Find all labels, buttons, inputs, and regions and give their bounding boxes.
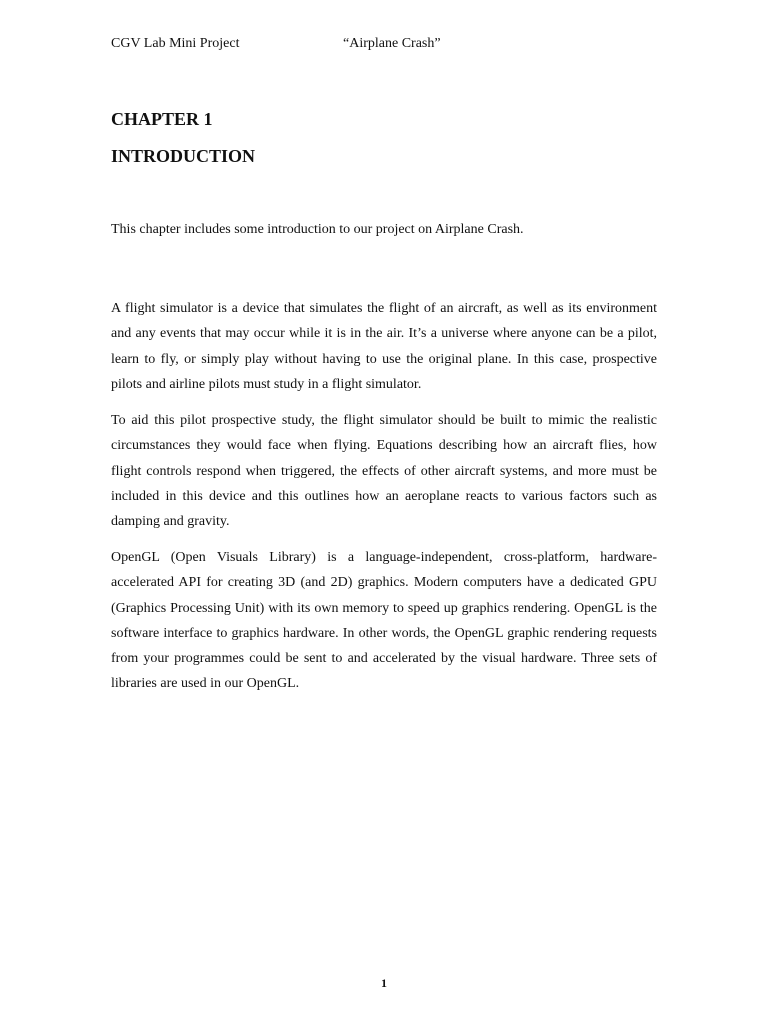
page-number: 1: [381, 976, 387, 990]
chapter-heading: INTRODUCTION: [111, 146, 256, 166]
body-paragraph-pilot-study: To aid this pilot prospective study, the flight simulator should be built to mimic the realistic circumstances they would face when flying. Equations describing how an aircraft flies, how flight controls respond when triggered, the effects of other aircraft systems, and more must be included in this device and this outlines how an aeroplane reacts to various factors such as damping and gravity.: [111, 413, 657, 530]
header-project-name: CGV Lab Mini Project: [111, 36, 240, 51]
body-paragraph-opengl: OpenGL (Open Visuals Library) is a language-independent, cross-platform, hardware-accelerated API for creating 3D (and 2D) graphics. Modern computers have a dedicated GPU (Graphics Processing Unit) with its own memory to speed up graphics rendering. OpenGL is the software interface to graphics hardware. In other words, the OpenGL graphic rendering requests from your programmes could be sent to and accelerated by the visual hardware. Three sets of libraries are used in our OpenGL.: [111, 550, 657, 692]
header-project-title: “Airplane Crash”: [343, 36, 441, 51]
intro-sentence: This chapter includes some introduction to our project on Airplane Crash.: [111, 222, 524, 237]
body-paragraph-flight-simulator: A flight simulator is a device that simulates the flight of an aircraft, as well as its environment and any events that may occur while it is in the air. It’s a universe where anyone can be a pilot, learn to fly, or simply play without having to use the original plane. In this case, prospective pilots and airline pilots must study in a flight simulator.: [111, 301, 657, 392]
chapter-label: CHAPTER 1: [111, 109, 213, 129]
